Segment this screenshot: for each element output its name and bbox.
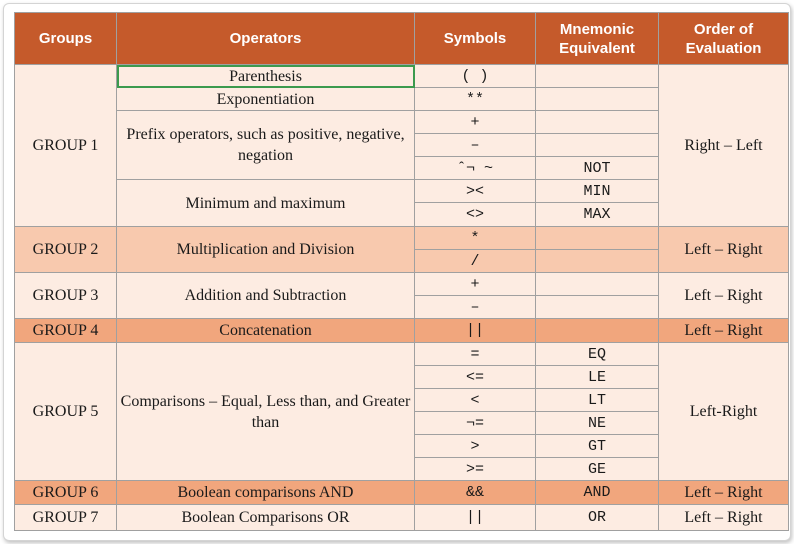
mnemonic-cell[interactable]: LE <box>536 366 659 389</box>
operator-cell[interactable]: Boolean comparisons AND <box>117 481 415 505</box>
symbol-cell[interactable]: || <box>415 319 536 343</box>
symbol-cell[interactable]: <= <box>415 366 536 389</box>
symbol-cell[interactable]: + <box>415 273 536 296</box>
order-cell[interactable]: Left – Right <box>659 319 789 343</box>
order-cell[interactable]: Left – Right <box>659 505 789 531</box>
mnemonic-cell[interactable] <box>536 227 659 250</box>
symbol-cell[interactable]: <> <box>415 203 536 227</box>
mnemonic-cell[interactable]: AND <box>536 481 659 505</box>
table-row <box>15 343 789 366</box>
symbol-cell[interactable]: ˆ¬ ~ <box>415 157 536 180</box>
symbol-cell[interactable]: ( ) <box>415 65 536 88</box>
order-cell[interactable]: Left – Right <box>659 273 789 319</box>
mnemonic-cell[interactable]: MIN <box>536 180 659 203</box>
mnemonic-cell[interactable] <box>536 65 659 88</box>
mnemonic-cell[interactable]: NE <box>536 412 659 435</box>
symbol-cell[interactable]: / <box>415 250 536 273</box>
group-cell[interactable]: GROUP 4 <box>15 319 117 343</box>
symbol-cell[interactable]: – <box>415 134 536 157</box>
operator-cell[interactable]: Minimum and maximum <box>117 180 415 227</box>
mnemonic-cell[interactable] <box>536 250 659 273</box>
group-cell[interactable]: GROUP 6 <box>15 481 117 505</box>
table-row <box>15 505 789 531</box>
operator-cell[interactable]: Exponentiation <box>117 88 415 111</box>
table-row <box>15 227 789 250</box>
order-cell[interactable]: Left – Right <box>659 481 789 505</box>
mnemonic-cell[interactable]: EQ <box>536 343 659 366</box>
group-cell[interactable]: GROUP 1 <box>15 65 117 227</box>
operator-cell[interactable]: Comparisons – Equal, Less than, and Greater than <box>117 343 415 481</box>
header-order: Order of Evaluation <box>659 13 789 65</box>
order-cell[interactable]: Right – Left <box>659 65 789 227</box>
table-row <box>15 273 789 296</box>
mnemonic-cell[interactable]: NOT <box>536 157 659 180</box>
header-mnemonic: Mnemonic Equivalent <box>536 13 659 65</box>
symbol-cell[interactable]: && <box>415 481 536 505</box>
table-row <box>15 65 789 88</box>
operator-cell[interactable]: Concatenation <box>117 319 415 343</box>
order-cell[interactable]: Left-Right <box>659 343 789 481</box>
symbol-cell[interactable]: + <box>415 111 536 134</box>
order-cell[interactable]: Left – Right <box>659 227 789 273</box>
group-cell[interactable]: GROUP 2 <box>15 227 117 273</box>
symbol-cell[interactable]: >= <box>415 458 536 481</box>
mnemonic-cell[interactable] <box>536 319 659 343</box>
header-operators: Operators <box>117 13 415 65</box>
table-row <box>15 481 789 505</box>
group-cell[interactable]: GROUP 3 <box>15 273 117 319</box>
operator-cell[interactable]: Multiplication and Division <box>117 227 415 273</box>
header-row <box>15 13 789 65</box>
operator-cell[interactable]: Boolean Comparisons OR <box>117 505 415 531</box>
mnemonic-cell[interactable] <box>536 134 659 157</box>
table-frame <box>3 3 791 541</box>
mnemonic-cell[interactable]: GT <box>536 435 659 458</box>
mnemonic-cell[interactable]: GE <box>536 458 659 481</box>
symbol-cell[interactable]: ** <box>415 88 536 111</box>
symbol-cell[interactable]: ¬= <box>415 412 536 435</box>
operator-cell[interactable]: Parenthesis <box>117 65 415 88</box>
operator-cell[interactable]: Addition and Subtraction <box>117 273 415 319</box>
header-symbols: Symbols <box>415 13 536 65</box>
header-groups: Groups <box>15 13 117 65</box>
symbol-cell[interactable]: = <box>415 343 536 366</box>
symbol-cell[interactable]: > <box>415 435 536 458</box>
symbol-cell[interactable]: || <box>415 505 536 531</box>
mnemonic-cell[interactable] <box>536 88 659 111</box>
mnemonic-cell[interactable]: OR <box>536 505 659 531</box>
symbol-cell[interactable]: >< <box>415 180 536 203</box>
table-row <box>15 319 789 343</box>
mnemonic-cell[interactable] <box>536 296 659 319</box>
symbol-cell[interactable]: * <box>415 227 536 250</box>
mnemonic-cell[interactable]: LT <box>536 389 659 412</box>
group-cell[interactable]: GROUP 5 <box>15 343 117 481</box>
symbol-cell[interactable]: < <box>415 389 536 412</box>
mnemonic-cell[interactable] <box>536 111 659 134</box>
operator-precedence-table <box>14 12 789 531</box>
mnemonic-cell[interactable]: MAX <box>536 203 659 227</box>
group-cell[interactable]: GROUP 7 <box>15 505 117 531</box>
symbol-cell[interactable]: – <box>415 296 536 319</box>
mnemonic-cell[interactable] <box>536 273 659 296</box>
operator-cell[interactable]: Prefix operators, such as positive, negative, negation <box>117 111 415 180</box>
